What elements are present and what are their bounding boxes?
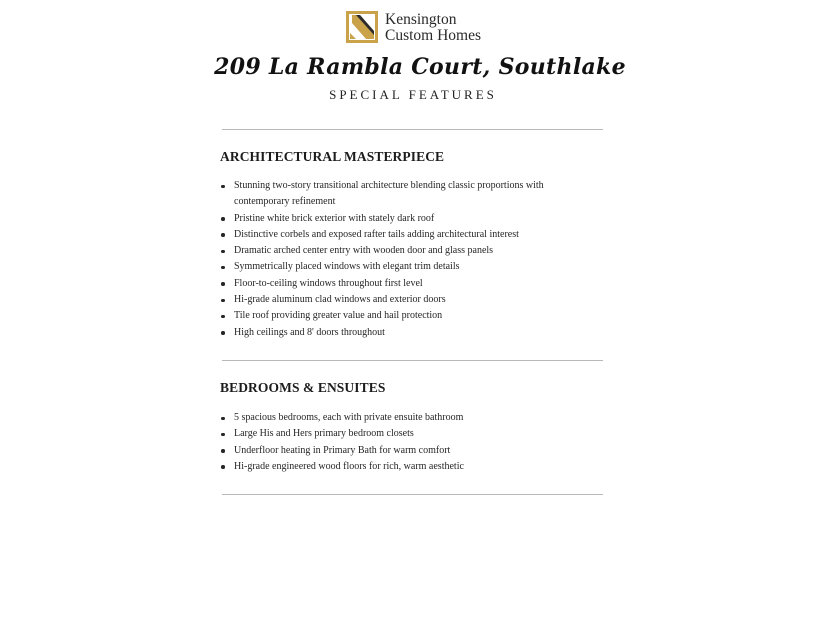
brand-logo <box>346 11 481 44</box>
section-heading-bedrooms: BEDROOMS & ENSUITES <box>220 380 386 395</box>
section-heading-architectural: ARCHITECTURAL MASTERPIECE <box>220 149 445 164</box>
brand-line-2: Custom Homes <box>385 27 482 44</box>
divider-middle <box>222 360 603 361</box>
list-item: 5 spacious bedrooms, each with private ensuite bathroom <box>220 410 600 426</box>
list-item: Distinctive corbels and exposed rafter tails adding architectural interest <box>220 227 600 243</box>
brand-line-1: Kensington <box>385 11 457 28</box>
divider-bottom <box>222 494 603 495</box>
list-item: Tile roof providing greater value and hail protection <box>220 308 600 324</box>
list-item: Pristine white brick exterior with stately dark roof <box>220 211 600 227</box>
bedrooms-features-list <box>220 410 600 475</box>
list-item: Stunning two-story transitional architecture blending classic proportions with contemporary refinement <box>220 178 600 211</box>
list-item: Hi-grade aluminum clad windows and exterior doors <box>220 292 600 308</box>
page-subtitle: SPECIAL FEATURES <box>329 87 497 102</box>
list-item: Hi-grade engineered wood floors for rich, warm aesthetic <box>220 459 600 475</box>
list-item: High ceilings and 8' doors throughout <box>220 325 600 341</box>
divider-top <box>222 129 603 130</box>
architectural-features-list <box>220 178 600 341</box>
list-item: Symmetrically placed windows with elegant trim details <box>220 259 600 275</box>
list-item: Underfloor heating in Primary Bath for warm comfort <box>220 443 600 459</box>
list-item: Floor-to-ceiling windows throughout first level <box>220 276 600 292</box>
property-address: 209 La Rambla Court, Southlake <box>214 54 626 80</box>
list-item: Large His and Hers primary bedroom closets <box>220 426 600 442</box>
brand-name <box>385 12 481 44</box>
list-item: Dramatic arched center entry with wooden door and glass panels <box>220 243 600 259</box>
kensington-logo-icon <box>346 11 378 43</box>
